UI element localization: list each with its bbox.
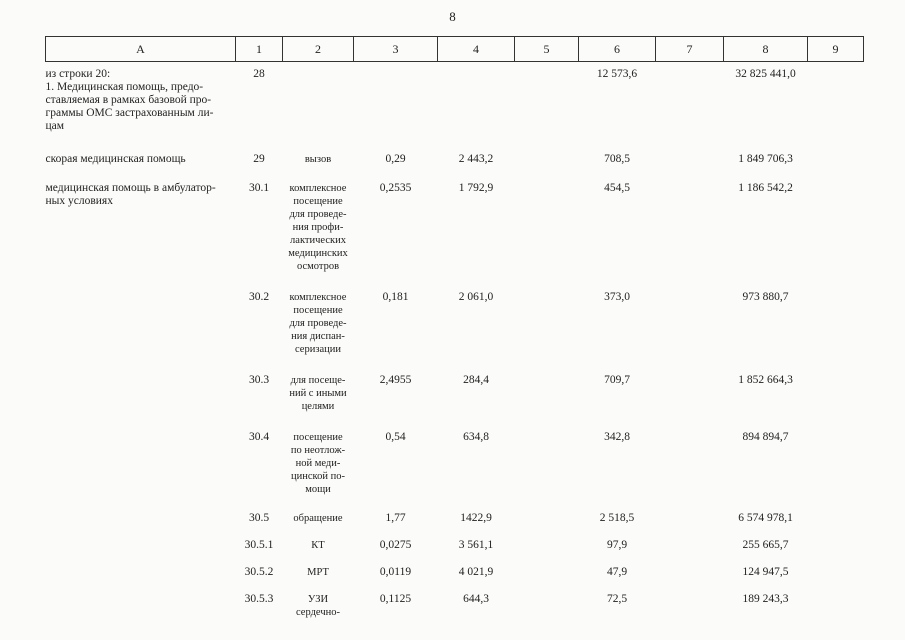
header-cell-6: 6	[579, 37, 656, 62]
empty-cell-9	[808, 552, 864, 579]
unit-line: ния профи-	[292, 222, 344, 233]
row-description	[46, 413, 236, 496]
row-description	[46, 273, 236, 356]
unit-of-measure	[283, 413, 354, 496]
description-line: ставляемая в рамках базовой про-	[45, 94, 212, 106]
total-value: 1 852 664,3	[738, 374, 793, 386]
volume-norm: 0,29	[385, 153, 406, 165]
cost-norm: 1422,9	[460, 512, 492, 524]
description-line: цам	[45, 120, 65, 132]
per-capita-value: 709,7	[604, 374, 630, 386]
description-line: скорая медицинская помощь	[45, 153, 186, 165]
table-row	[46, 525, 864, 552]
row-number: 30.3	[248, 374, 270, 386]
unit-line: обращение	[293, 513, 343, 524]
unit-of-measure	[283, 273, 354, 356]
row-number: 30.1	[248, 182, 270, 194]
unit-of-measure	[283, 62, 354, 134]
unit-line: мощи	[305, 484, 331, 495]
empty-cell-9	[808, 413, 864, 496]
empty-cell-9	[808, 62, 864, 134]
volume-norm	[354, 62, 438, 134]
per-capita-value: 12 573,6	[596, 68, 638, 80]
unit-line: по неотлож-	[290, 445, 346, 456]
empty-cell-5	[515, 579, 579, 619]
volume-norm: 1,77	[385, 512, 406, 524]
unit-line: вызов	[304, 154, 332, 165]
row-number: 30.2	[248, 291, 270, 303]
empty-cell-7	[656, 273, 724, 356]
unit-line: для проведе-	[289, 318, 347, 329]
unit-line: посещение	[293, 305, 343, 316]
description-line: граммы ОМС застрахованным ли-	[45, 107, 214, 119]
description-line: 1. Медицинская помощь, предо-	[45, 81, 204, 93]
unit-of-measure	[283, 496, 354, 525]
cost-norm	[438, 62, 515, 134]
unit-line: целями	[301, 401, 335, 412]
total-value: 255 665,7	[742, 539, 789, 551]
cost-norm: 4 021,9	[458, 566, 494, 578]
per-capita-value: 454,5	[604, 182, 630, 194]
cost-norm: 644,3	[463, 593, 489, 605]
empty-cell-7	[656, 166, 724, 273]
empty-cell-9	[808, 579, 864, 619]
total-value: 189 243,3	[742, 593, 789, 605]
header-cell-9: 9	[808, 37, 864, 62]
empty-cell-7	[656, 413, 724, 496]
total-value: 973 880,7	[742, 291, 789, 303]
row-description	[46, 62, 236, 134]
per-capita-value: 708,5	[604, 153, 630, 165]
cost-norm: 634,8	[463, 431, 489, 443]
table-body	[46, 62, 864, 620]
empty-cell-5	[515, 133, 579, 166]
per-capita-value: 2 518,5	[599, 512, 635, 524]
table-row	[46, 496, 864, 525]
description-line: ных условиях	[45, 195, 113, 207]
row-description	[46, 579, 236, 619]
row-number: 30.5.2	[244, 566, 274, 578]
total-value: 894 894,7	[742, 431, 789, 443]
unit-of-measure	[283, 133, 354, 166]
row-number: 30.5.1	[244, 539, 274, 551]
unit-line: посещение	[293, 196, 343, 207]
row-description	[46, 133, 236, 166]
unit-line: УЗИ	[307, 594, 329, 605]
empty-cell-7	[656, 356, 724, 413]
unit-line: ния диспан-	[291, 331, 345, 342]
table-row	[46, 552, 864, 579]
empty-cell-9	[808, 525, 864, 552]
volume-norm: 0,0275	[379, 539, 412, 551]
empty-cell-9	[808, 496, 864, 525]
cost-norm: 2 443,2	[458, 153, 494, 165]
unit-line: для проведе-	[289, 209, 347, 220]
per-capita-value: 373,0	[604, 291, 630, 303]
row-number: 30.4	[248, 431, 270, 443]
empty-cell-9	[808, 273, 864, 356]
row-description	[46, 552, 236, 579]
empty-cell-7	[656, 62, 724, 134]
table-row	[46, 133, 864, 166]
cost-norm: 3 561,1	[458, 539, 494, 551]
cost-norm: 2 061,0	[458, 291, 494, 303]
empty-cell-5	[515, 273, 579, 356]
empty-cell-5	[515, 356, 579, 413]
empty-cell-7	[656, 496, 724, 525]
row-number: 29	[253, 153, 265, 165]
table-row	[46, 579, 864, 619]
per-capita-value: 342,8	[604, 431, 630, 443]
row-description	[46, 525, 236, 552]
header-cell-7: 7	[656, 37, 724, 62]
unit-line: комплексное	[289, 292, 347, 303]
unit-of-measure	[283, 525, 354, 552]
header-cell-3: 3	[354, 37, 438, 62]
unit-of-measure	[283, 356, 354, 413]
empty-cell-7	[656, 525, 724, 552]
empty-cell-7	[656, 579, 724, 619]
row-number: 28	[253, 68, 265, 80]
volume-norm: 0,1125	[379, 593, 412, 605]
table-header-row	[46, 37, 864, 62]
unit-of-measure	[283, 579, 354, 619]
empty-cell-5	[515, 62, 579, 134]
per-capita-value: 97,9	[606, 539, 628, 551]
page-number: 8	[449, 9, 456, 24]
row-description	[46, 166, 236, 273]
volume-norm: 0,2535	[379, 182, 412, 194]
header-cell-4: 4	[438, 37, 515, 62]
header-cell-2: 2	[283, 37, 354, 62]
unit-line: комплексное	[289, 183, 347, 194]
empty-cell-5	[515, 496, 579, 525]
total-value: 32 825 441,0	[735, 68, 796, 80]
header-cell-1: 1	[236, 37, 283, 62]
empty-cell-9	[808, 166, 864, 273]
description-line: медицинская помощь в амбулатор-	[45, 182, 216, 194]
unit-line: сердечно-	[296, 607, 340, 618]
header-cell-a: А	[46, 37, 236, 62]
empty-cell-5	[515, 413, 579, 496]
unit-line: осмотров	[296, 261, 340, 272]
empty-cell-7	[656, 133, 724, 166]
total-value: 1 849 706,3	[738, 153, 793, 165]
per-capita-value: 47,9	[606, 566, 628, 578]
header-cell-8: 8	[724, 37, 808, 62]
per-capita-value: 72,5	[606, 593, 628, 605]
unit-line: КТ	[311, 540, 325, 551]
unit-line: ний с иными	[289, 388, 347, 399]
unit-line: цинской по-	[291, 471, 345, 482]
empty-cell-7	[656, 552, 724, 579]
description-line: из строки 20:	[45, 68, 111, 80]
unit-line: ной меди-	[295, 458, 341, 469]
unit-line: МРТ	[307, 567, 329, 578]
table-row	[46, 413, 864, 496]
unit-line: медицинских	[288, 248, 348, 259]
volume-norm: 0,54	[385, 431, 406, 443]
row-number: 30.5	[248, 512, 270, 524]
cost-norm: 1 792,9	[458, 182, 494, 194]
unit-line: для посеще-	[290, 375, 346, 386]
unit-line: посещение	[293, 432, 343, 443]
table-row	[46, 356, 864, 413]
empty-cell-5	[515, 552, 579, 579]
unit-line: лактических	[290, 235, 346, 246]
unit-line: серизации	[295, 344, 341, 355]
empty-cell-5	[515, 166, 579, 273]
table-row	[46, 62, 864, 134]
row-description	[46, 496, 236, 525]
header-cell-5: 5	[515, 37, 579, 62]
table-row	[46, 273, 864, 356]
unit-of-measure	[283, 166, 354, 273]
volume-norm: 0,0119	[379, 566, 412, 578]
volume-norm: 0,181	[382, 291, 409, 303]
cost-norm: 284,4	[463, 374, 489, 386]
row-number: 30.5.3	[244, 593, 274, 605]
tariff-table	[45, 36, 864, 619]
total-value: 124 947,5	[742, 566, 789, 578]
row-description	[46, 356, 236, 413]
unit-of-measure	[283, 552, 354, 579]
volume-norm: 2,4955	[379, 374, 412, 386]
empty-cell-9	[808, 133, 864, 166]
total-value: 1 186 542,2	[738, 182, 793, 194]
total-value: 6 574 978,1	[738, 512, 793, 524]
empty-cell-5	[515, 525, 579, 552]
table-row	[46, 166, 864, 273]
empty-cell-9	[808, 356, 864, 413]
